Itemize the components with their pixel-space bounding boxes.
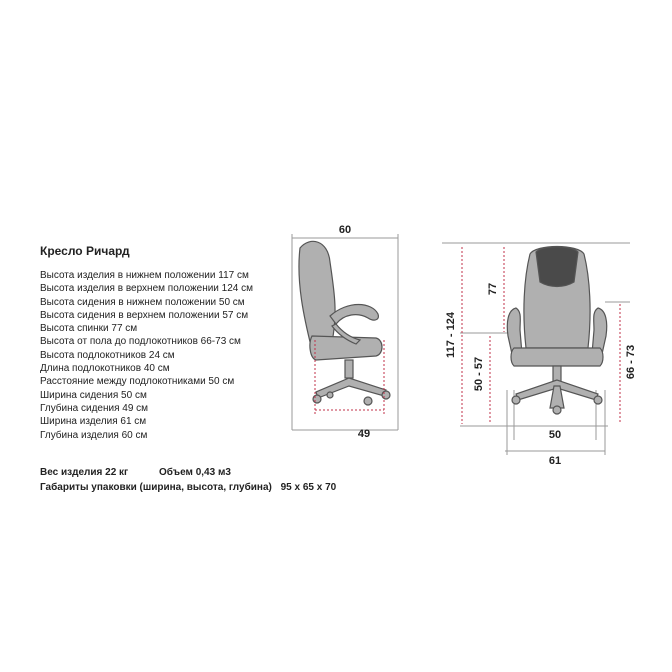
- dim-armrest-height: 66 - 73: [625, 344, 637, 380]
- package-dims: 95 х 65 х 70: [280, 482, 337, 493]
- spec-item: Глубина изделия 60 см: [40, 429, 148, 441]
- volume-text: Объем 0,43 м3: [158, 467, 231, 478]
- spec-item: Высота спинки 77 см: [40, 323, 138, 335]
- package-label: Габариты упаковки (ширина, высота, глубина): [40, 482, 272, 493]
- dim-back-height: 77: [487, 282, 499, 296]
- spec-item: Глубина сидения 49 см: [40, 402, 149, 414]
- dim-seat-depth: 49: [357, 428, 371, 440]
- spec-item: Ширина изделия 61 см: [40, 416, 147, 428]
- weight-text: Вес изделия 22 кг: [40, 467, 129, 478]
- product-title: Кресло Ричард: [40, 244, 130, 258]
- dim-seat-height: 50 - 57: [473, 356, 485, 392]
- front-view: [442, 243, 637, 467]
- spec-item: Высота подлокотников 24 см: [40, 349, 175, 361]
- spec-item: Высота изделия в нижнем положении 117 см: [40, 270, 249, 281]
- spec-item: Высота от пола до подлокотников 66-73 см: [40, 336, 241, 348]
- spec-item: Длина подлокотников 40 см: [40, 363, 170, 375]
- spec-item: Ширина сидения 50 см: [40, 389, 147, 401]
- spec-item: Высота изделия в верхнем положении 124 см: [40, 283, 254, 295]
- spec-item: Расстояние между подлокотниками 50 см: [40, 376, 235, 388]
- side-chair: [299, 241, 390, 405]
- dim-total-width: 61: [548, 455, 562, 467]
- headrest-panel: [536, 247, 578, 287]
- spec-item: Высота сидения в верхнем положении 57 см: [40, 309, 249, 321]
- dim-side-depth: 60: [338, 224, 352, 236]
- dim-armrest-distance: 50: [548, 429, 562, 441]
- dim-total-height: 117 - 124: [445, 312, 457, 358]
- side-view: [292, 224, 398, 440]
- spec-item: Высота сидения в нижнем положении 50 см: [40, 296, 245, 308]
- front-chair: [507, 247, 606, 415]
